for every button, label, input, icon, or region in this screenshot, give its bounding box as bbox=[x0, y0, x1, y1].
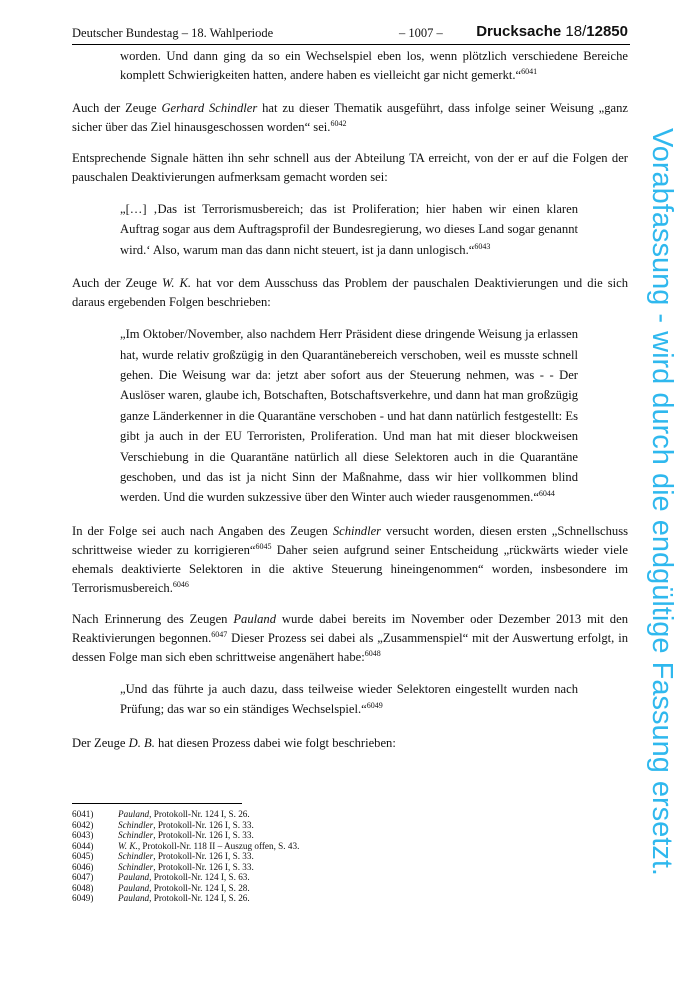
header-doc-label: Drucksache bbox=[476, 23, 562, 40]
footnote-ref[interactable]: 6048 bbox=[364, 648, 381, 658]
footnote-reference: , Protokoll-Nr. 126 I, S. 33. bbox=[153, 851, 254, 861]
block-quote: „[…] ‚Das ist Terrorismusbereich; das ist Proliferation; hier haben wir einen klaren Auftrag sogar aus dem Auftragsprofil der Bundesregierung, wo dieses Land sogar genannt wird.‘ Also, warum man das dann nicht steuert, ist ja dann unlogisch.“$^{6043}$ bbox=[120, 202, 578, 257]
paragraph: Auch der Zeuge W. K. hat vor dem Ausschuss das Problem der pauschalen Deaktivierungen und die sich daraus ergebenden Folgen beschrieben: bbox=[72, 276, 628, 310]
witness-name: Pauland bbox=[233, 611, 277, 626]
paragraph: Auch der Zeuge Gerhard Schindler hat zu dieser Thematik ausgeführt, dass infolge seiner Weisung „ganz sicher über das Ziel hinausgeschossen worden“ sei.$^{6042}$ bbox=[72, 101, 628, 134]
footnote-reference: , Protokoll-Nr. 124 I, S. 63. bbox=[149, 872, 250, 882]
page-body bbox=[72, 47, 628, 765]
footnote bbox=[72, 841, 572, 852]
witness-name: Schindler bbox=[332, 523, 382, 538]
footnote bbox=[72, 862, 572, 873]
footnote bbox=[72, 883, 572, 894]
witness-name: D. B. bbox=[128, 735, 155, 750]
footnote-number: 6046) bbox=[72, 861, 94, 872]
footnote-reference: , Protokoll-Nr. 124 I, S. 28. bbox=[149, 882, 250, 893]
footnote-divider bbox=[72, 803, 242, 804]
footnote-ref[interactable]: 6049 bbox=[366, 701, 383, 711]
footnote-witness: Pauland bbox=[118, 872, 150, 882]
footnote-witness: Pauland bbox=[118, 809, 150, 819]
footnote-number: 6042) bbox=[72, 819, 94, 830]
preliminary-version-watermark bbox=[638, 128, 680, 876]
footnote-number: 6043) bbox=[72, 830, 94, 840]
watermark-text: Vorabfassung - wird durch die endgültige Fassung ersetzt. bbox=[646, 128, 678, 876]
footnote-reference: , Protokoll-Nr. 126 I, S. 33. bbox=[153, 819, 254, 830]
block-quote: „Im Oktober/November, also nachdem Herr Präsident diese dringende Weisung ja erlassen hat, wurde relativ großzügig in den Quarantänebereich verschoben, weil es musste schnell gehen. Die Weisung war da: jetzt aber sofort aus der Steuerung nehmen, was - - Der Auslöser waren, glaube ich, Botschaften, Botschaftsverkehre, und dann hat man großzügig ganze Länderkenner in die Quarantäne verschoben - und hat dann natürlich festgestellt: Es gibt ja auch in der EU Terroristen, Proliferation. Und man hat mit dieser blockweisen Verschiebung in die Quarantäne natürlich all diese Selektoren auch in die Quarantäne geschoben, und das ist ja nicht Sinn der Maßnahme, dass wir hier vollkommen blind werden. Und die wurden sukzessive über den Winter auch wieder rausgenommen.“$^{6044}$ bbox=[120, 327, 578, 505]
footnote-reference: , Protokoll-Nr. 118 II – Auszug offen, S. 43. bbox=[137, 840, 300, 851]
footnote bbox=[72, 830, 572, 841]
header-doc-number-b: 12850 bbox=[586, 23, 628, 40]
footnote bbox=[72, 851, 572, 862]
footnote-ref[interactable]: 6041 bbox=[521, 66, 538, 76]
header-doc-number-a: 18/ bbox=[565, 23, 587, 40]
footnote-witness: Schindler bbox=[118, 861, 154, 872]
footnotes bbox=[72, 809, 572, 904]
paragraph: Nach Erinnerung des Zeugen Pauland wurde dabei bereits im November oder Dezember 2013 mit den Reaktivierungen begonnen.$^{6047}$ Dieser Prozess sei dabei als „Zusammenspiel“ mit der Auswertung erfolgt, in dessen Folge man sich eben schrittweise angenähert habe:$^{6048}$ bbox=[72, 611, 628, 664]
footnote bbox=[72, 809, 572, 820]
witness-name: W. K. bbox=[161, 276, 192, 291]
footnote-witness: Schindler bbox=[118, 851, 154, 861]
header-publication: Deutscher Bundestag – 18. Wahlperiode bbox=[72, 26, 274, 40]
footnote-witness: Pauland bbox=[118, 893, 150, 903]
footnote-ref[interactable]: 6044 bbox=[538, 489, 555, 499]
footnote bbox=[72, 820, 572, 831]
footnote-number: 6041) bbox=[72, 809, 94, 819]
footnote-number: 6045) bbox=[72, 851, 94, 861]
header-page-number: – 1007 – bbox=[399, 26, 443, 40]
page-header bbox=[72, 24, 630, 45]
footnote-reference: , Protokoll-Nr. 124 I, S. 26. bbox=[149, 893, 250, 903]
quote-continuation: worden. Und dann ging da so ein Wechselspiel eben los, wenn plötzlich verschiedene Bereiche komplett Schwierigkeiten hatten, andere haben es vielleicht gar nicht gemerkt.“$^{6041}$ bbox=[120, 49, 628, 82]
footnote-ref[interactable]: 6046 bbox=[172, 579, 189, 589]
footnote-ref[interactable]: 6047 bbox=[211, 629, 228, 639]
footnote-witness: W. K. bbox=[118, 840, 138, 851]
footnote-number: 6044) bbox=[72, 840, 94, 851]
footnote-ref[interactable]: 6045 bbox=[255, 541, 272, 551]
footnote-number: 6047) bbox=[72, 872, 94, 882]
footnote-witness: Schindler bbox=[118, 830, 154, 840]
footnote-ref[interactable]: 6043 bbox=[474, 241, 491, 251]
paragraph: Der Zeuge D. B. hat diesen Prozess dabei wie folgt beschrieben: bbox=[72, 735, 396, 750]
block-quote: „Und das führte ja auch dazu, dass teilweise wieder Selektoren eingestellt wurden nach Prüfung; das war so ein ständiges Wechselspiel.“$^{6049}$ bbox=[120, 681, 578, 717]
paragraph: Entsprechende Signale hätten ihn sehr schnell aus der Abteilung TA erreicht, von der er auf die Folgen der pauschalen Deaktivierungen aufmerksam gemacht worden sei: bbox=[72, 151, 628, 184]
footnote-ref[interactable]: 6042 bbox=[330, 118, 347, 128]
witness-name: Gerhard Schindler bbox=[161, 101, 258, 115]
footnote bbox=[72, 893, 572, 904]
footnote-number: 6048) bbox=[72, 882, 94, 893]
footnote-number: 6049) bbox=[72, 893, 94, 903]
header-document-number bbox=[476, 23, 628, 40]
footnote-witness: Pauland bbox=[118, 882, 150, 893]
footnote-reference: , Protokoll-Nr. 126 I, S. 33. bbox=[153, 861, 254, 872]
footnote bbox=[72, 872, 572, 883]
footnote-witness: Schindler bbox=[118, 819, 154, 830]
footnote-reference: , Protokoll-Nr. 124 I, S. 26. bbox=[149, 809, 250, 819]
footnote-reference: , Protokoll-Nr. 126 I, S. 33. bbox=[153, 830, 254, 840]
paragraph: In der Folge sei auch nach Angaben des Zeugen Schindler versucht worden, diesen ersten „Schnellschuss schrittweise wieder zu korrigieren“$^{6045}$ Daher seien aufgrund seiner Entscheidung „rückwärts wieder viele ehemals deaktivierte Selektoren in die aktive Steuerung hineingenommen“ worden, insbesondere im Terrorismusbereich.$^{6046}$ bbox=[72, 523, 628, 595]
